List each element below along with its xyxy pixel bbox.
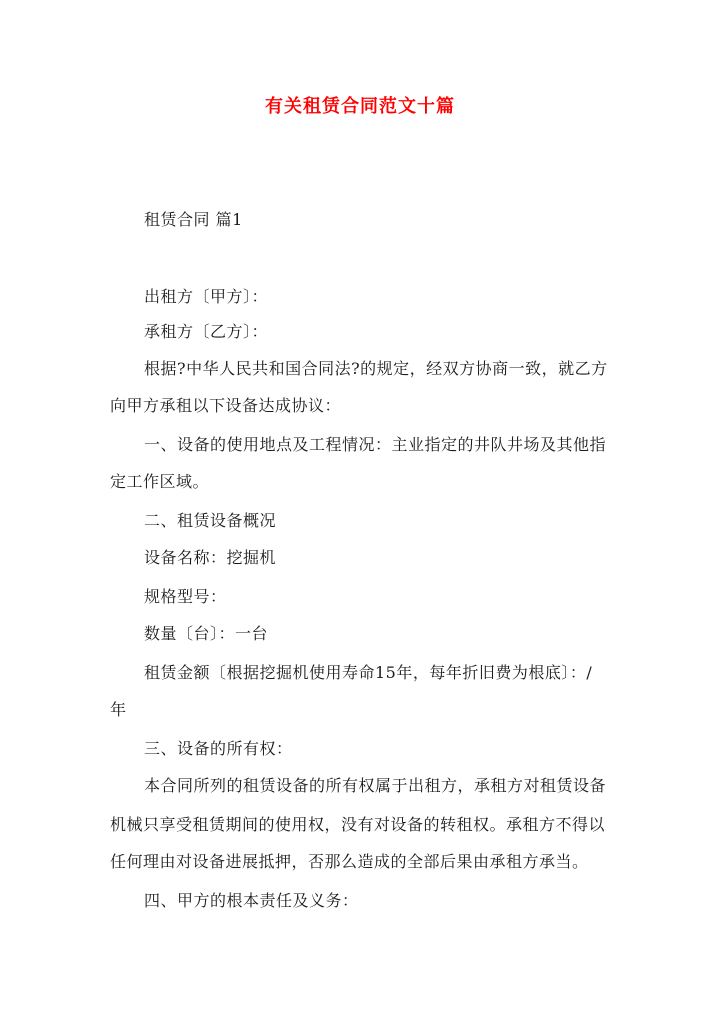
model-line: 规格型号： xyxy=(144,587,227,606)
clause-3-heading: 三、设备的所有权： xyxy=(144,739,293,758)
rent-amount-line-1: 租赁金额〔根据挖掘机使用寿命15年，每年折旧费为根底〕：/ xyxy=(144,663,593,682)
clause-1-line-2: 定工作区域。 xyxy=(110,472,210,491)
clause-1-line-1: 一、设备的使用地点及工程情况：主业指定的井队井场及其他指 xyxy=(144,435,607,454)
ownership-line-3: 任何理由对设备进展抵押，否那么造成的全部后果由承租方承当。 xyxy=(110,852,589,871)
rent-amount-line-2: 年 xyxy=(110,700,127,719)
quantity-line: 数量〔台〕：一台 xyxy=(144,624,269,643)
lessee-line: 承租方〔乙方〕： xyxy=(144,322,269,341)
basis-paragraph-line-2: 向甲方承租以下设备达成协议： xyxy=(110,396,342,415)
equipment-name-line: 设备名称：挖掘机 xyxy=(144,548,277,567)
document-title: 有关租赁合同范文十篇 xyxy=(265,96,455,117)
ownership-line-1: 本合同所列的租赁设备的所有权属于出租方，承租方对租赁设备 xyxy=(144,776,607,795)
basis-paragraph-line-1: 根据?中华人民共和国合同法?的规定，经双方协商一致，就乙方 xyxy=(144,359,608,378)
ownership-line-2: 机械只享受租赁期间的使用权，没有对设备的转租权。承租方不得以 xyxy=(110,815,606,834)
lessor-line: 出租方〔甲方〕： xyxy=(144,287,269,306)
clause-2-heading: 二、租赁设备概况 xyxy=(144,511,277,530)
section-heading: 租赁合同 篇1 xyxy=(144,210,243,229)
clause-4-heading: 四、甲方的根本责任及义务： xyxy=(144,891,359,910)
